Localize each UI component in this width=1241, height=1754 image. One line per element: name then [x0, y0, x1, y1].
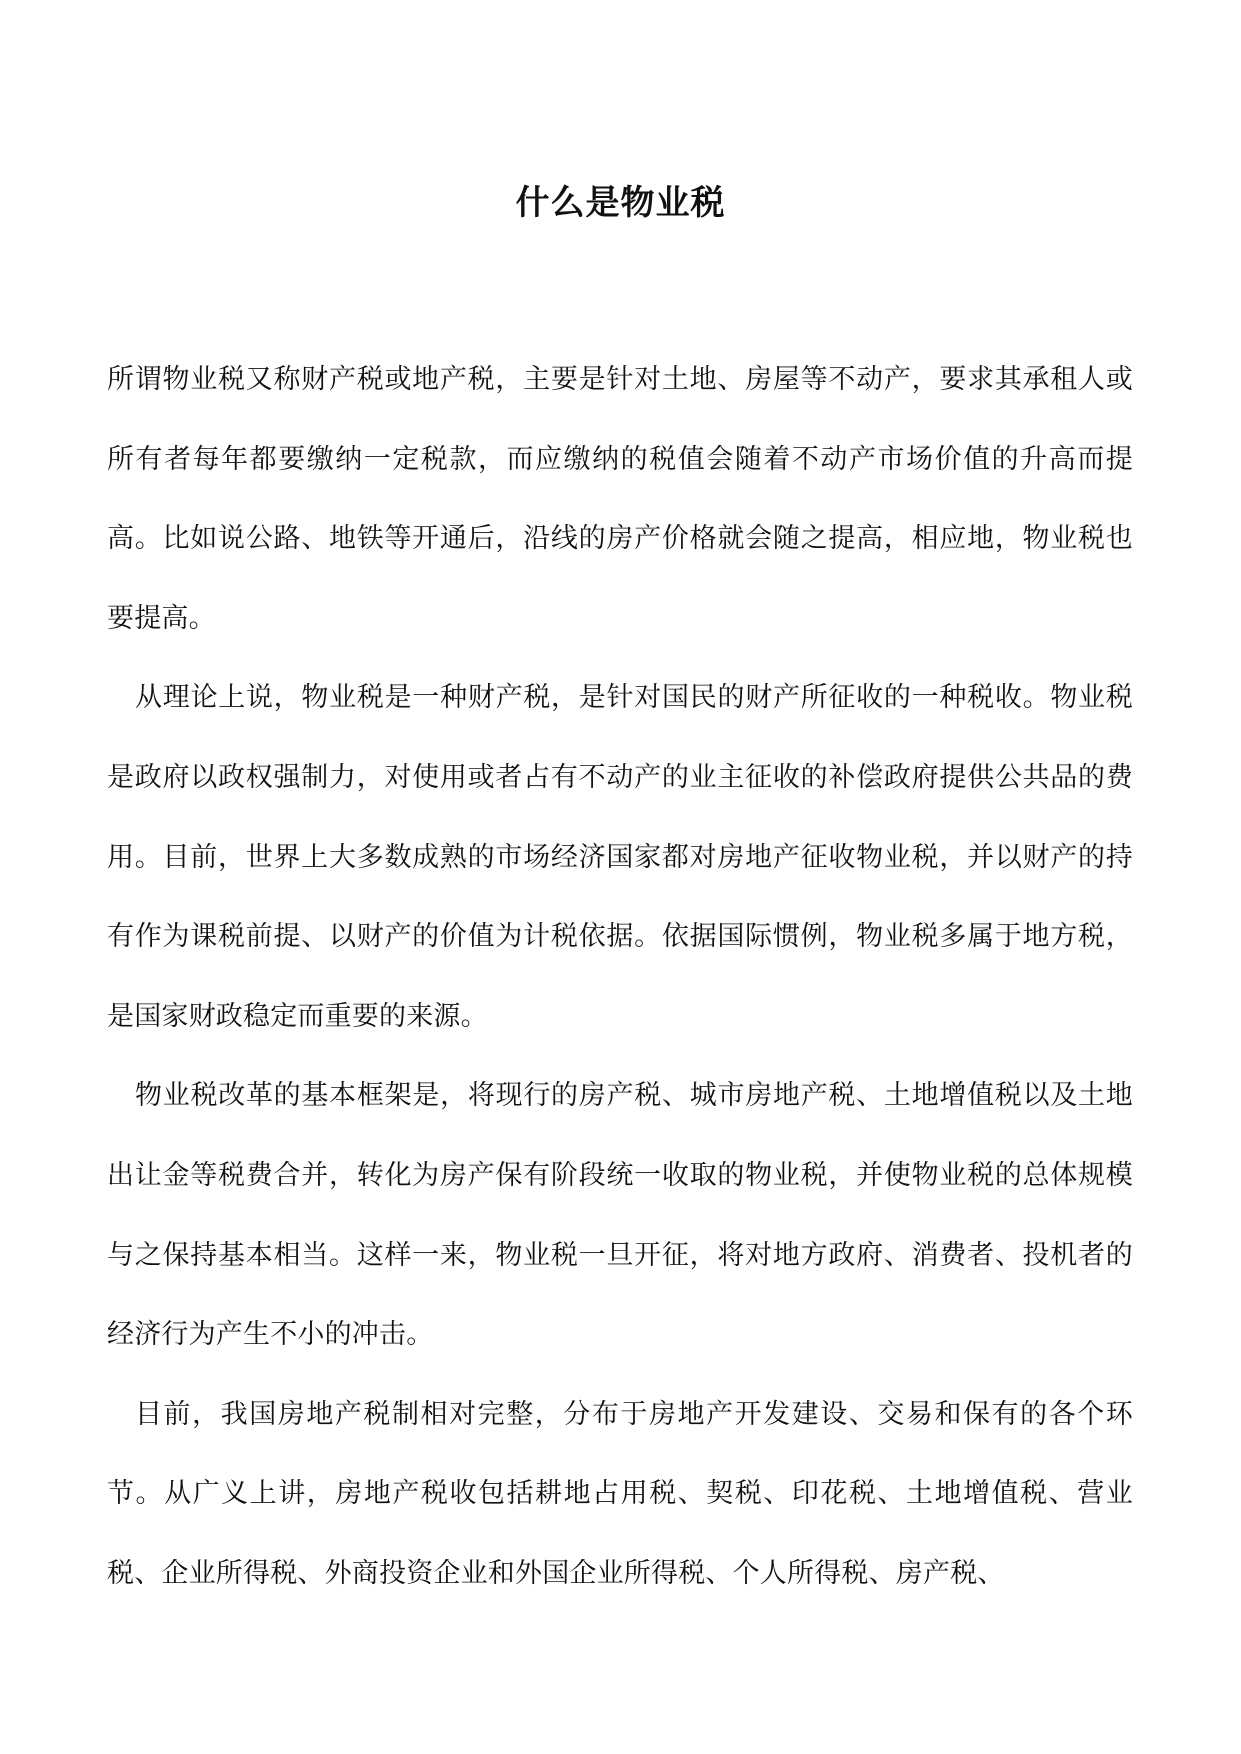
document-body — [107, 340, 1133, 1614]
paragraph-2: 从理论上说，物业税是一种财产税，是针对国民的财产所征收的一种税收。物业税是政府以政权强制力，对使用或者占有不动产的业主征收的补偿政府提供公共品的费用。目前，世界上大多数成熟的市场经济国家都对房地产征收物业税，并以财产的持有作为课税前提、以财产的价值为计税依据。依据国际惯例，物业税多属于地方税，是国家财政稳定而重要的来源。 — [107, 682, 1133, 1032]
paragraph-1: 所谓物业税又称财产税或地产税，主要是针对土地、房屋等不动产，要求其承租人或所有者每年都要缴纳一定税款，而应缴纳的税值会随着不动产市场价值的升高而提高。比如说公路、地铁等开通后，沿线的房产价格就会随之提高，相应地，物业税也要提高。 — [107, 364, 1133, 634]
paragraph-3: 物业税改革的基本框架是，将现行的房产税、城市房地产税、土地增值税以及土地出让金等税费合并，转化为房产保有阶段统一收取的物业税，并使物业税的总体规模与之保持基本相当。这样一来，物业税一旦开征，将对地方政府、消费者、投机者的经济行为产生不小的冲击。 — [107, 1080, 1133, 1351]
paragraph-4: 目前，我国房地产税制相对完整，分布于房地产开发建设、交易和保有的各个环节。从广义上讲，房地产税收包括耕地占用税、契税、印花税、土地增值税、营业税、企业所得税、外商投资企业和外国企业所得税、个人所得税、房产税、 — [107, 1398, 1133, 1589]
document-title: 什么是物业税 — [515, 182, 726, 223]
